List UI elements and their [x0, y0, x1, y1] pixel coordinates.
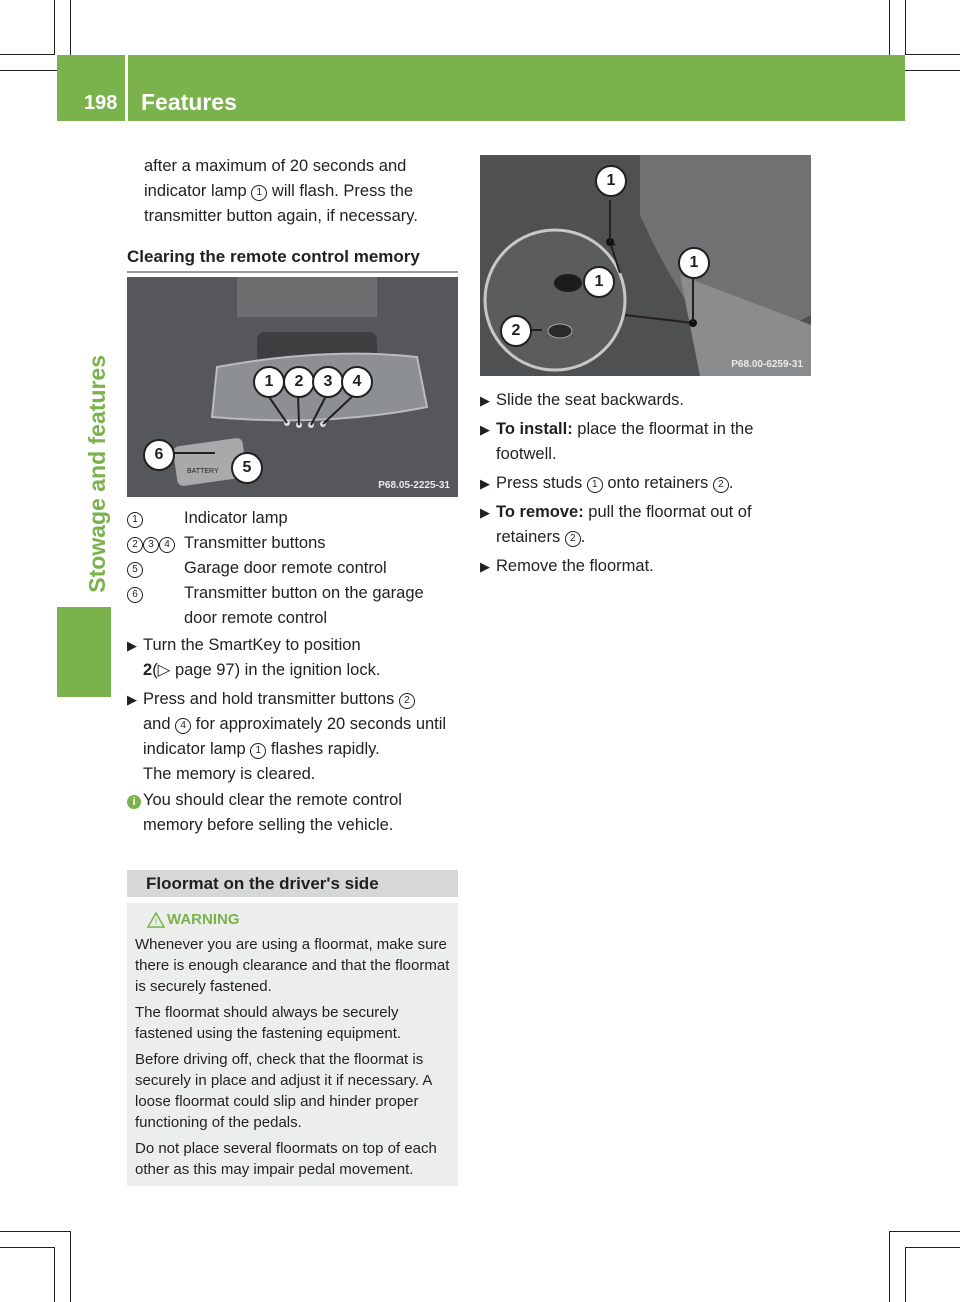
side-tab-label: Stowage and features: [84, 355, 110, 593]
crop-mark: [889, 1231, 890, 1302]
callout-1: 1: [583, 266, 615, 298]
warning-text: The floormat should always be securely fastened using the fastening equipment.: [135, 1004, 402, 1042]
step: ▶ Remove the floormat.: [480, 554, 811, 579]
svg-text:!: !: [154, 917, 158, 927]
crop-mark: [905, 54, 960, 55]
subheading: Clearing the remote control memory: [127, 247, 420, 266]
step: ▶ Press studs 1 onto retainers 2 .: [480, 471, 811, 496]
warning-text: Do not place several floormats on top of each other as this may impair pedal movement.: [135, 1140, 437, 1178]
subheading-block: [127, 244, 458, 273]
step-arrow-icon: ▶: [127, 638, 137, 653]
intro-paragraph: after a maximum of 20 seconds and indicator lamp 1 will flash. Press the transmitter button again, if necessary.: [144, 157, 418, 225]
side-tab-marker: [57, 607, 111, 697]
clear-memory-steps: [127, 633, 462, 791]
step-arrow-icon: ▶: [127, 692, 137, 707]
header-divider: [125, 55, 128, 121]
step-arrow-icon: ▶: [480, 505, 490, 520]
headliner-console: [237, 277, 377, 317]
crop-mark: [0, 1247, 55, 1248]
figure-id: P68.05-2225-31: [378, 480, 450, 491]
warning-title: WARNING: [167, 911, 240, 928]
battery-label: BATTERY: [187, 468, 219, 475]
warning-text: Before driving off, check that the floormat is securely in place and adjust it if necessary. A loose floormat could slip and hinder proper functioning of the pedals.: [135, 1051, 432, 1131]
step-arrow-icon: ▶: [480, 422, 490, 437]
step-arrow-icon: ▶: [480, 476, 490, 491]
callout-2: 2: [283, 366, 315, 398]
callout-1: 1: [678, 247, 710, 279]
warning-text: Whenever you are using a floormat, make sure there is enough clearance and that the floormat is securely fastened.: [135, 936, 450, 995]
step: ▶ Slide the seat backwards.: [480, 388, 811, 413]
callout-5: 5: [231, 452, 263, 484]
callout-6: 6: [143, 439, 175, 471]
callout-4: 4: [341, 366, 373, 398]
step: ▶ To remove: pull the floormat out of retainers 2 .: [480, 500, 811, 550]
callout-1: 1: [253, 366, 285, 398]
warning-box: [127, 903, 458, 1186]
crop-mark: [54, 0, 55, 55]
step: ▶ Turn the SmartKey to position 2(▷ page 97) in the ignition lock.: [127, 633, 462, 683]
crop-mark: [889, 1231, 960, 1232]
callout-1: 1: [595, 165, 627, 197]
step: ▶ To install: place the floormat in the footwell.: [480, 417, 811, 467]
floormat-illustration: [480, 155, 811, 376]
crop-mark: [905, 1247, 960, 1248]
step-arrow-icon: ▶: [480, 559, 490, 574]
figure-id: P68.00-6259-31: [731, 359, 803, 370]
info-icon: i: [127, 795, 141, 809]
floormat-steps: [480, 388, 811, 583]
crop-mark: [0, 54, 55, 55]
step: ▶ Press and hold transmitter buttons 2 and 4 for approximately 20 seconds until indicator lamp 1 flashes rapidly. The memory is cleared.: [127, 687, 462, 787]
figure-rearview-mirror: [127, 277, 458, 497]
section-title: Features: [141, 89, 237, 115]
callout-ref: 1: [127, 512, 143, 528]
legend: [127, 506, 458, 631]
info-note: i You should clear the remote control memory before selling the vehicle.: [127, 788, 458, 842]
subheading-rule: [127, 271, 458, 273]
floormat-heading: Floormat on the driver's side: [127, 870, 458, 897]
legend-row: 2 3 4 Transmitter buttons: [127, 531, 458, 556]
legend-row: 6 Transmitter button on the garage door remote control: [127, 581, 458, 631]
callout-ref: 1: [251, 185, 267, 201]
crop-mark: [905, 0, 906, 55]
crop-mark: [0, 1231, 70, 1232]
figure-floormat: [480, 155, 811, 376]
legend-row: 5 Garage door remote control: [127, 556, 458, 581]
detail-circle: [485, 230, 625, 370]
page-number: 198: [84, 92, 118, 114]
crop-mark: [70, 1231, 71, 1302]
warning-icon: [147, 912, 165, 928]
crop-mark: [54, 1247, 55, 1302]
crop-mark: [905, 1247, 906, 1302]
callout-2: 2: [500, 315, 532, 347]
legend-row: 1 Indicator lamp: [127, 506, 458, 531]
callout-3: 3: [312, 366, 344, 398]
step-arrow-icon: ▶: [480, 393, 490, 408]
